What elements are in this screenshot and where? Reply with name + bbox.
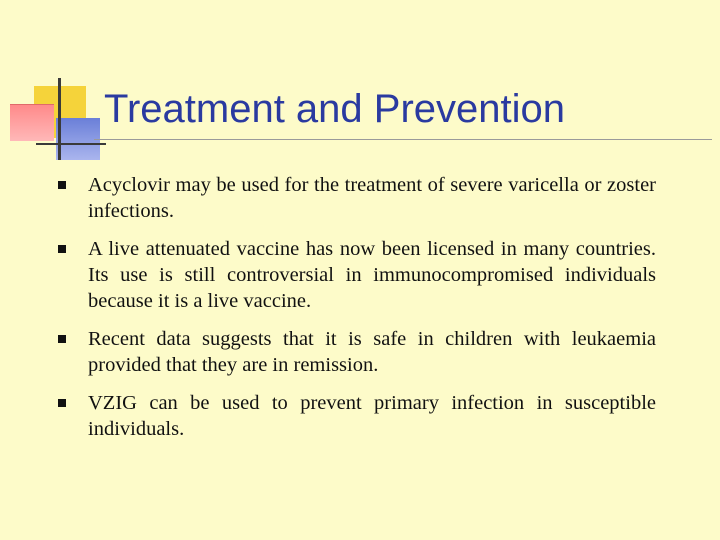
bullet-item — [56, 326, 656, 378]
bullet-text: A live attenuated vaccine has now been licensed in many countries. Its use is still controversial in immunocompromised individuals because it is a live vaccine. — [88, 238, 656, 312]
square-bullet-icon — [58, 399, 66, 407]
deco-horizontal-line — [36, 143, 106, 145]
bullet-text: Recent data suggests that it is safe in children with leukaemia provided that they are in remission. — [88, 328, 656, 376]
bullet-text: VZIG can be used to prevent primary infection in susceptible individuals. — [88, 392, 656, 440]
square-bullet-icon — [58, 245, 66, 253]
bullet-item — [56, 172, 656, 224]
slide-title: Treatment and Prevention — [104, 87, 565, 131]
square-bullet-icon — [58, 181, 66, 189]
bullet-text: Acyclovir may be used for the treatment of severe varicella or zoster infections. — [88, 174, 656, 222]
bullet-item — [56, 236, 656, 314]
title-underline — [94, 139, 712, 140]
deco-red-square — [10, 104, 54, 141]
bullet-item — [56, 390, 656, 442]
square-bullet-icon — [58, 335, 66, 343]
bullet-list — [56, 172, 656, 454]
deco-vertical-line — [58, 78, 61, 160]
